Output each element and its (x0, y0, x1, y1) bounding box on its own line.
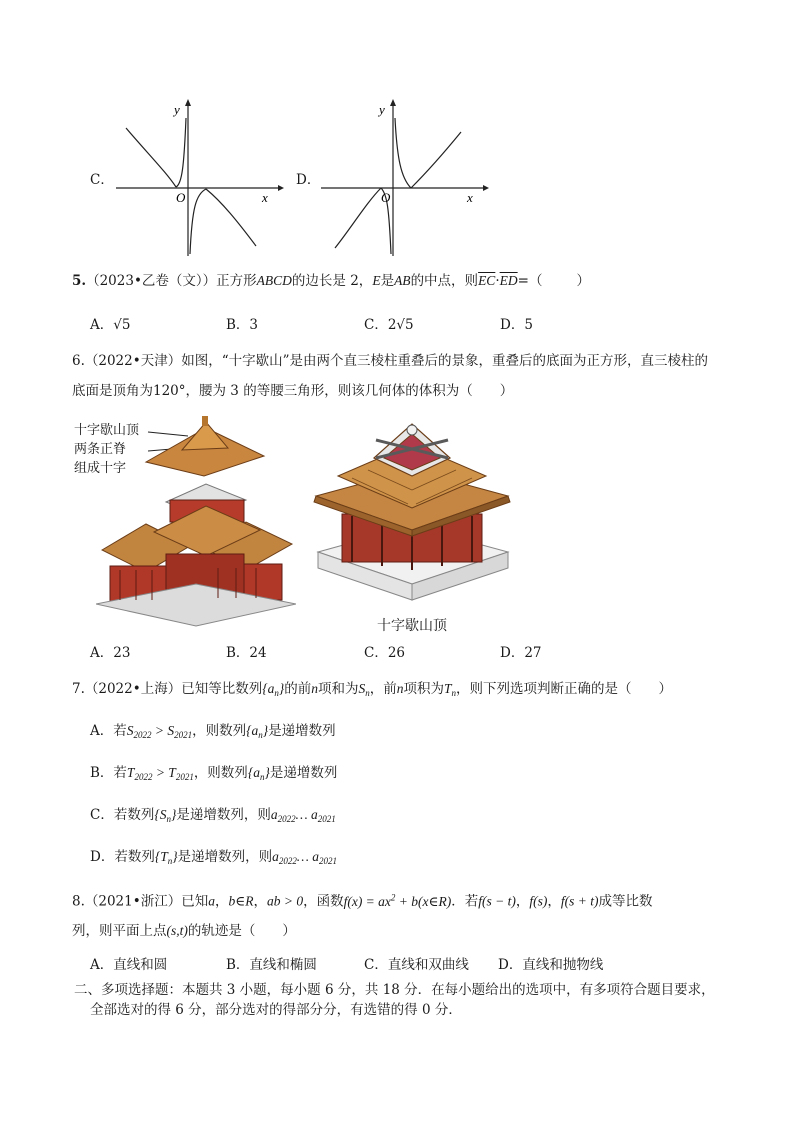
q7-option-d-text-a: D．若数列 (90, 849, 155, 865)
q5-option-b-label: B． (226, 317, 250, 333)
q4-graph-d (315, 98, 490, 258)
q7-d-result: $a_{2022}\dots$ $a_{2021}$ (272, 849, 338, 866)
q7-option-b-text-a: B．若 (90, 765, 127, 781)
q8-point: (s,t) (166, 923, 188, 938)
q5-eq: = (517, 273, 529, 289)
q6-option-b-label: B． (226, 645, 250, 661)
q7-option-b-text-b: ，则数列 (193, 765, 248, 781)
q7-stem (72, 679, 672, 703)
q8-stem-e: ．若 (451, 893, 479, 910)
q5-option-a-label: A． (90, 317, 114, 333)
q6-option-c-value: 26 (387, 645, 406, 661)
q7-stem-b: 的前 (284, 681, 312, 697)
q5-paren-close: ） (576, 273, 590, 289)
q5-option-b-value: 3 (249, 317, 259, 333)
q5-stem (72, 271, 590, 291)
q5-text-a: 正方形 (216, 273, 257, 289)
q5-option-c[interactable] (364, 315, 414, 335)
q6-option-a-value: 23 (113, 645, 131, 661)
q5-text-c: 是 (380, 273, 395, 289)
q7-option-c-text-b: 是递增数列，则 (176, 807, 271, 823)
q5-source: （2023•乙卷（文）） (86, 273, 217, 289)
q7-option-d-text-b: 是递增数列，则 (177, 849, 273, 865)
q6-option-c[interactable] (364, 643, 405, 663)
q7-b-cond: $T_{2022} > T_{2021}$ (126, 765, 194, 782)
q5-option-d[interactable] (500, 315, 533, 335)
q5-option-c-label: C． (364, 317, 388, 333)
q8-option-a-value: 直线和圆 (113, 957, 168, 973)
q7-n1: n (311, 681, 319, 696)
q8-option-a-label: A． (90, 957, 114, 973)
q6-option-a[interactable] (90, 643, 130, 663)
q8-option-d-label: D． (498, 957, 523, 973)
q8-line2-a: 列，则平面上点 (72, 923, 167, 939)
q7-option-b[interactable] (90, 763, 337, 787)
q8-stem-d: ，函数 (303, 893, 344, 910)
q8-f-s-minus-t: f(s − t) (478, 893, 516, 909)
q5-vector-ed: $\overline{ED}$ (499, 273, 518, 288)
q7-option-a[interactable] (90, 721, 336, 745)
q7-sn: $S_n$ (358, 681, 370, 698)
q6-stem-line2: 底面是顶角为120°，腰为 3 的等腰三角形，则该几何体的体积为（ ） (72, 383, 514, 399)
q4-d-x-label: x (467, 190, 473, 205)
q8-line2-b: 的轨迹是（ ） (187, 923, 296, 939)
q6-option-b-value: 24 (249, 645, 267, 661)
q7-a-seq: $\{a_n\}$ (246, 723, 269, 740)
q5-option-d-label: D． (500, 317, 525, 333)
q5-abcd: ABCD (256, 273, 292, 288)
q7-option-a-text-a: A．若 (90, 723, 127, 739)
q7-seq-a: $\{a_n\}$ (262, 681, 285, 698)
q5-text-b: 的边长是 2， (291, 273, 373, 289)
q7-n2: n (396, 681, 404, 696)
q8-option-a[interactable] (90, 955, 167, 975)
q8-option-b-value: 直线和椭圆 (249, 957, 317, 973)
q8-option-d[interactable] (498, 955, 603, 975)
q8-option-b[interactable] (226, 955, 317, 975)
q8-option-c-value: 直线和双曲线 (387, 957, 469, 973)
q6-label-xiezhao: 十字歇山顶 (74, 423, 140, 438)
q4-c-y-label: y (174, 102, 180, 117)
q5-option-a[interactable] (90, 315, 130, 335)
q5-option-a-value: √5 (113, 317, 131, 333)
q8-stem-h: 成等比数 (598, 893, 653, 910)
q5-vector-ec: $\overline{EC}$ (478, 273, 496, 288)
q4-d-y-label: y (379, 102, 385, 117)
q8-f-s: f(s) (529, 893, 548, 909)
q5-number: 5. (72, 273, 87, 289)
q6-option-d-label: D． (500, 645, 525, 661)
q7-stem-c: 项和为 (318, 681, 359, 697)
section2-heading-line2: 全部选对的得 6 分，部分选对的得部分分，有选错的得 0 分． (90, 1002, 462, 1018)
q4-option-d-label: D． (296, 172, 321, 188)
q7-option-a-text-b: ，则数列 (192, 723, 247, 739)
q6-label-cross: 组成十字 (74, 461, 127, 476)
q8-ab-pos: ab > 0 (266, 893, 304, 909)
q6-option-d-value: 27 (524, 645, 542, 661)
q7-a-cond: $S_{2022} > S_{2021}$ (126, 723, 193, 740)
q6-option-d[interactable] (500, 643, 542, 663)
q8-option-c-label: C． (364, 957, 388, 973)
q7-stem-e: 项积为 (403, 681, 445, 697)
q8-stem-line1 (72, 887, 652, 912)
q5-text-d: 的中点，则 (410, 273, 479, 289)
q5-option-d-value: 5 (524, 317, 533, 333)
q7-option-c-text-a: C．若数列 (90, 807, 155, 823)
q7-b-seq: $\{a_n\}$ (247, 765, 270, 782)
section2-heading-line1: 二、多项选择题：本题共 3 小题，每小题 6 分，共 18 分．在每小题给出的选项中，有多项符合题目要求， (74, 982, 715, 998)
q8-b-in-r: b∈R (228, 893, 254, 909)
q6-option-c-label: C． (364, 645, 388, 661)
q8-f-s-plus-t: f(s + t) (560, 893, 599, 909)
q7-d-seq: $\{T_n\}$ (154, 849, 178, 866)
q7-stem-d: ，前 (369, 681, 397, 697)
q5-dot: · (495, 273, 500, 289)
q5-ab: AB (394, 273, 411, 288)
q8-option-c[interactable] (364, 955, 469, 975)
q8-option-b-label: B． (226, 957, 250, 973)
q7-option-b-text-c: 是递增数列 (269, 765, 338, 781)
q4-option-c-label: C． (90, 172, 114, 188)
q4-d-origin-label: O (381, 190, 391, 205)
q4-graph-c (110, 98, 285, 258)
q7-c-result: $a_{2022}\dots$ $a_{2021}$ (270, 807, 336, 824)
q7-option-c[interactable] (90, 805, 336, 829)
q5-paren-open: （ (528, 273, 543, 289)
q8-function: $f(x) = ax^2$ + b(x∈R) (343, 892, 452, 909)
q7-c-seq: $\{S_n\}$ (154, 807, 177, 824)
q4-c-origin-label: O (176, 190, 186, 205)
q7-tn: $T_n$ (444, 681, 457, 698)
q5-option-c-value: 2√5 (387, 317, 414, 333)
q6-label-two-ridges: 两条正脊 (74, 442, 127, 457)
q8-stem-line2 (72, 921, 296, 941)
q6-stem-line1: 6.（2022•天津）如图，“十字歇山”是由两个直三棱柱重叠后的景象，重叠后的底面为正方形，直三棱柱的 (72, 353, 709, 369)
q7-stem-a: 7.（2022•上海）已知等比数列 (72, 681, 263, 697)
q8-a: a (208, 893, 215, 909)
q6-pavilion-illustration-right (312, 418, 512, 614)
q6-pavilion-illustration-left (96, 414, 296, 630)
q5-e: E (372, 273, 381, 288)
q6-option-a-label: A． (90, 645, 114, 661)
q4-c-x-label: x (262, 190, 268, 205)
q8-option-d-value: 直线和抛物线 (522, 957, 604, 973)
q5-option-b[interactable] (226, 315, 258, 335)
q7-stem-f: ，则下列选项判断正确的是（ ） (456, 681, 673, 697)
q8-stem-a: 8.（2021•浙江）已知 (72, 893, 209, 910)
q8-stem-g: ， (547, 893, 561, 910)
q8-stem-c: ， (253, 893, 267, 910)
q8-stem-f: ， (515, 893, 530, 910)
q8-stem-b: ， (214, 893, 229, 910)
q7-option-d[interactable] (90, 847, 337, 871)
q6-option-b[interactable] (226, 643, 267, 663)
q7-option-a-text-c: 是递增数列 (268, 723, 336, 739)
q6-illustration-caption: 十字歇山顶 (377, 618, 447, 634)
